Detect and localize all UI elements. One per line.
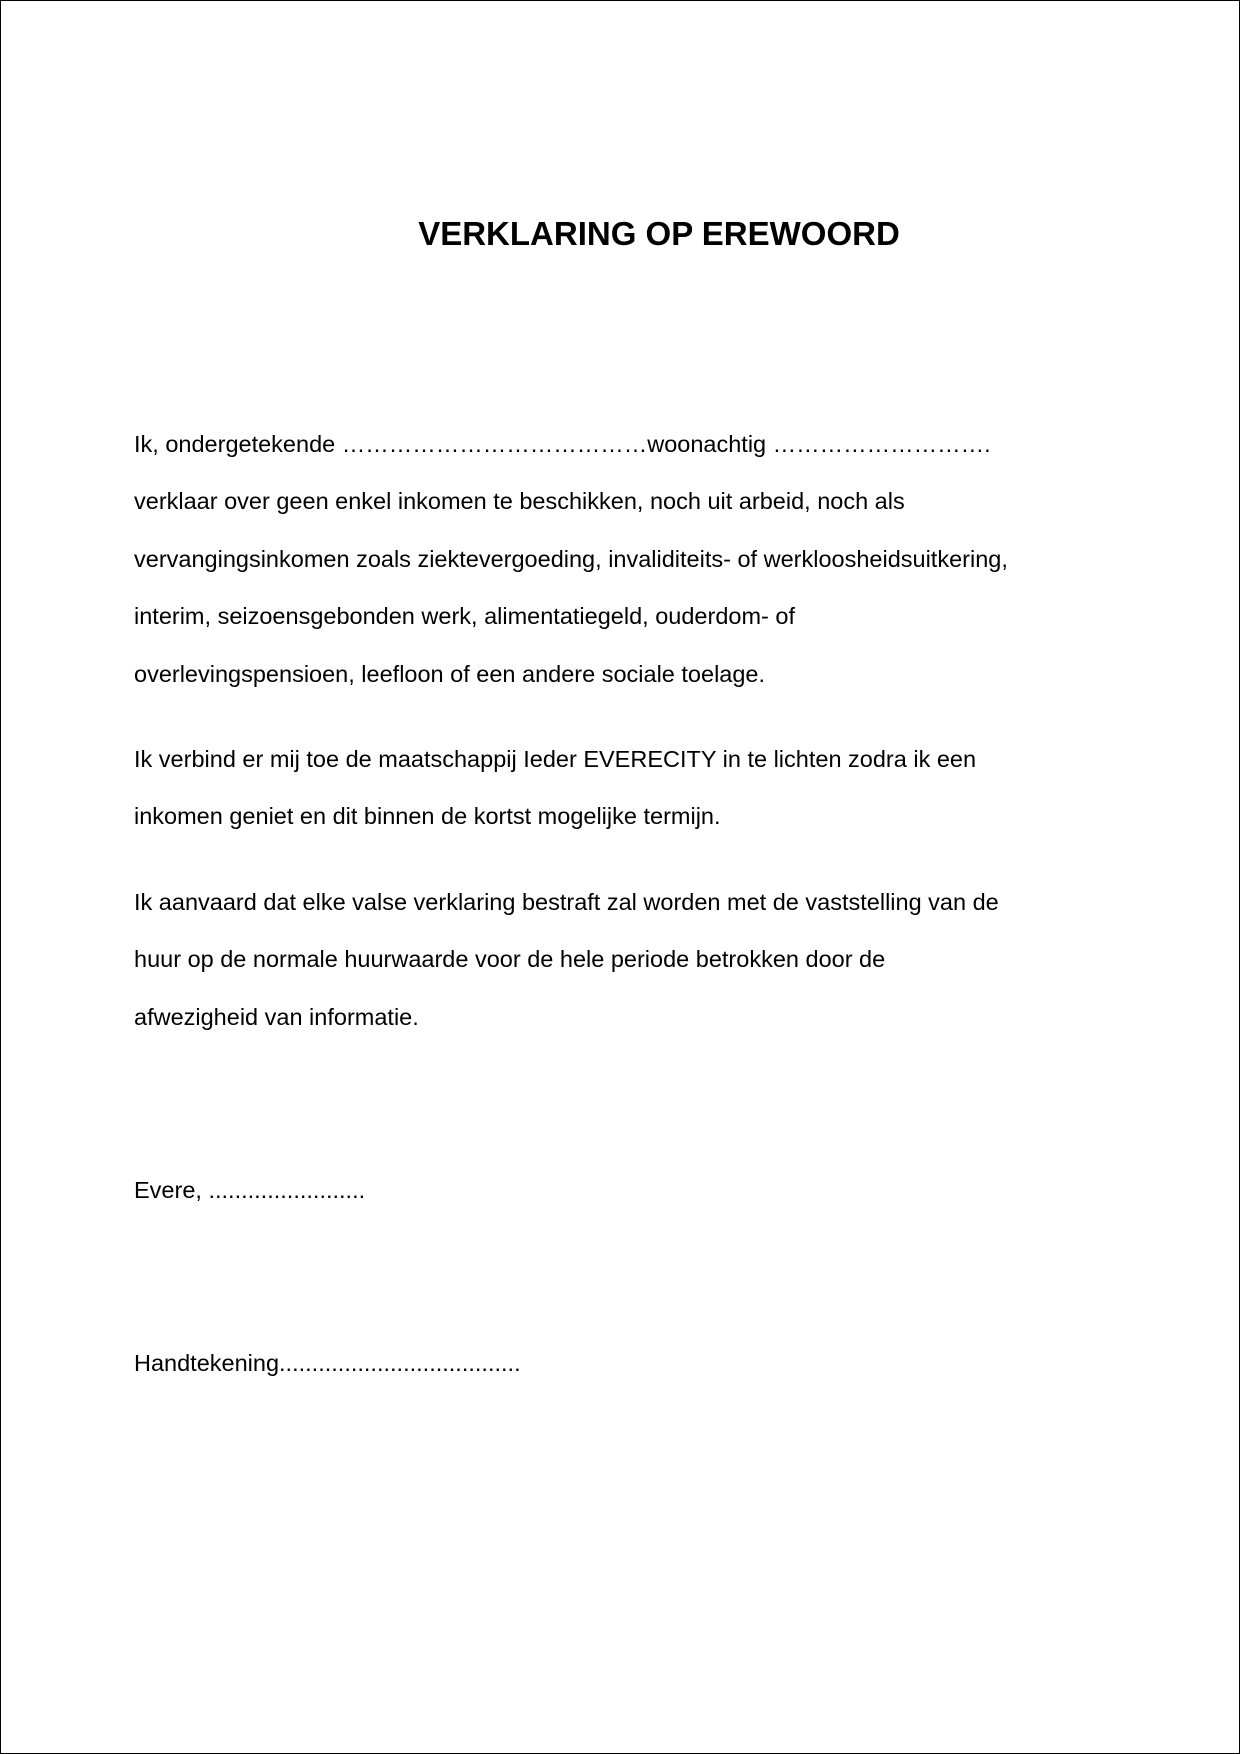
document-title: VERKLARING OP EREWOORD (418, 215, 900, 252)
signature-line: Handtekening..................................... (134, 1350, 521, 1376)
paragraph-1-line-2: verklaar over geen enkel inkomen te beschikken, noch uit arbeid, noch als (134, 488, 905, 514)
paragraph-2-line-1: Ik verbind er mij toe de maatschappij Ieder EVERECITY in te lichten zodra ik een (134, 746, 977, 772)
paragraph-3-line-2: huur op de normale huurwaarde voor de hele periode betrokken door de (134, 946, 886, 972)
paragraph-1-line-5: overlevingspensioen, leefloon of een andere sociale toelage. (134, 661, 766, 687)
paragraph-1-line-4: interim, seizoensgebonden werk, alimentatiegeld, ouderdom- of (134, 603, 795, 629)
paragraph-3-line-1: Ik aanvaard dat elke valse verklaring bestraft zal worden met de vaststelling van de (134, 889, 999, 915)
paragraph-1-line-3: vervangingsinkomen zoals ziektevergoeding, invaliditeits- of werkloosheidsuitkering, (134, 546, 1008, 572)
paragraph-1-line-1: Ik, ondergetekende …………………………………woonachtig ………………………. (134, 431, 991, 457)
paragraph-3-line-3: afwezigheid van informatie. (134, 1004, 419, 1030)
paragraph-2-line-2: inkomen geniet en dit binnen de kortst mogelijke termijn. (134, 803, 721, 829)
place-date-line: Evere, ........................ (134, 1177, 366, 1203)
